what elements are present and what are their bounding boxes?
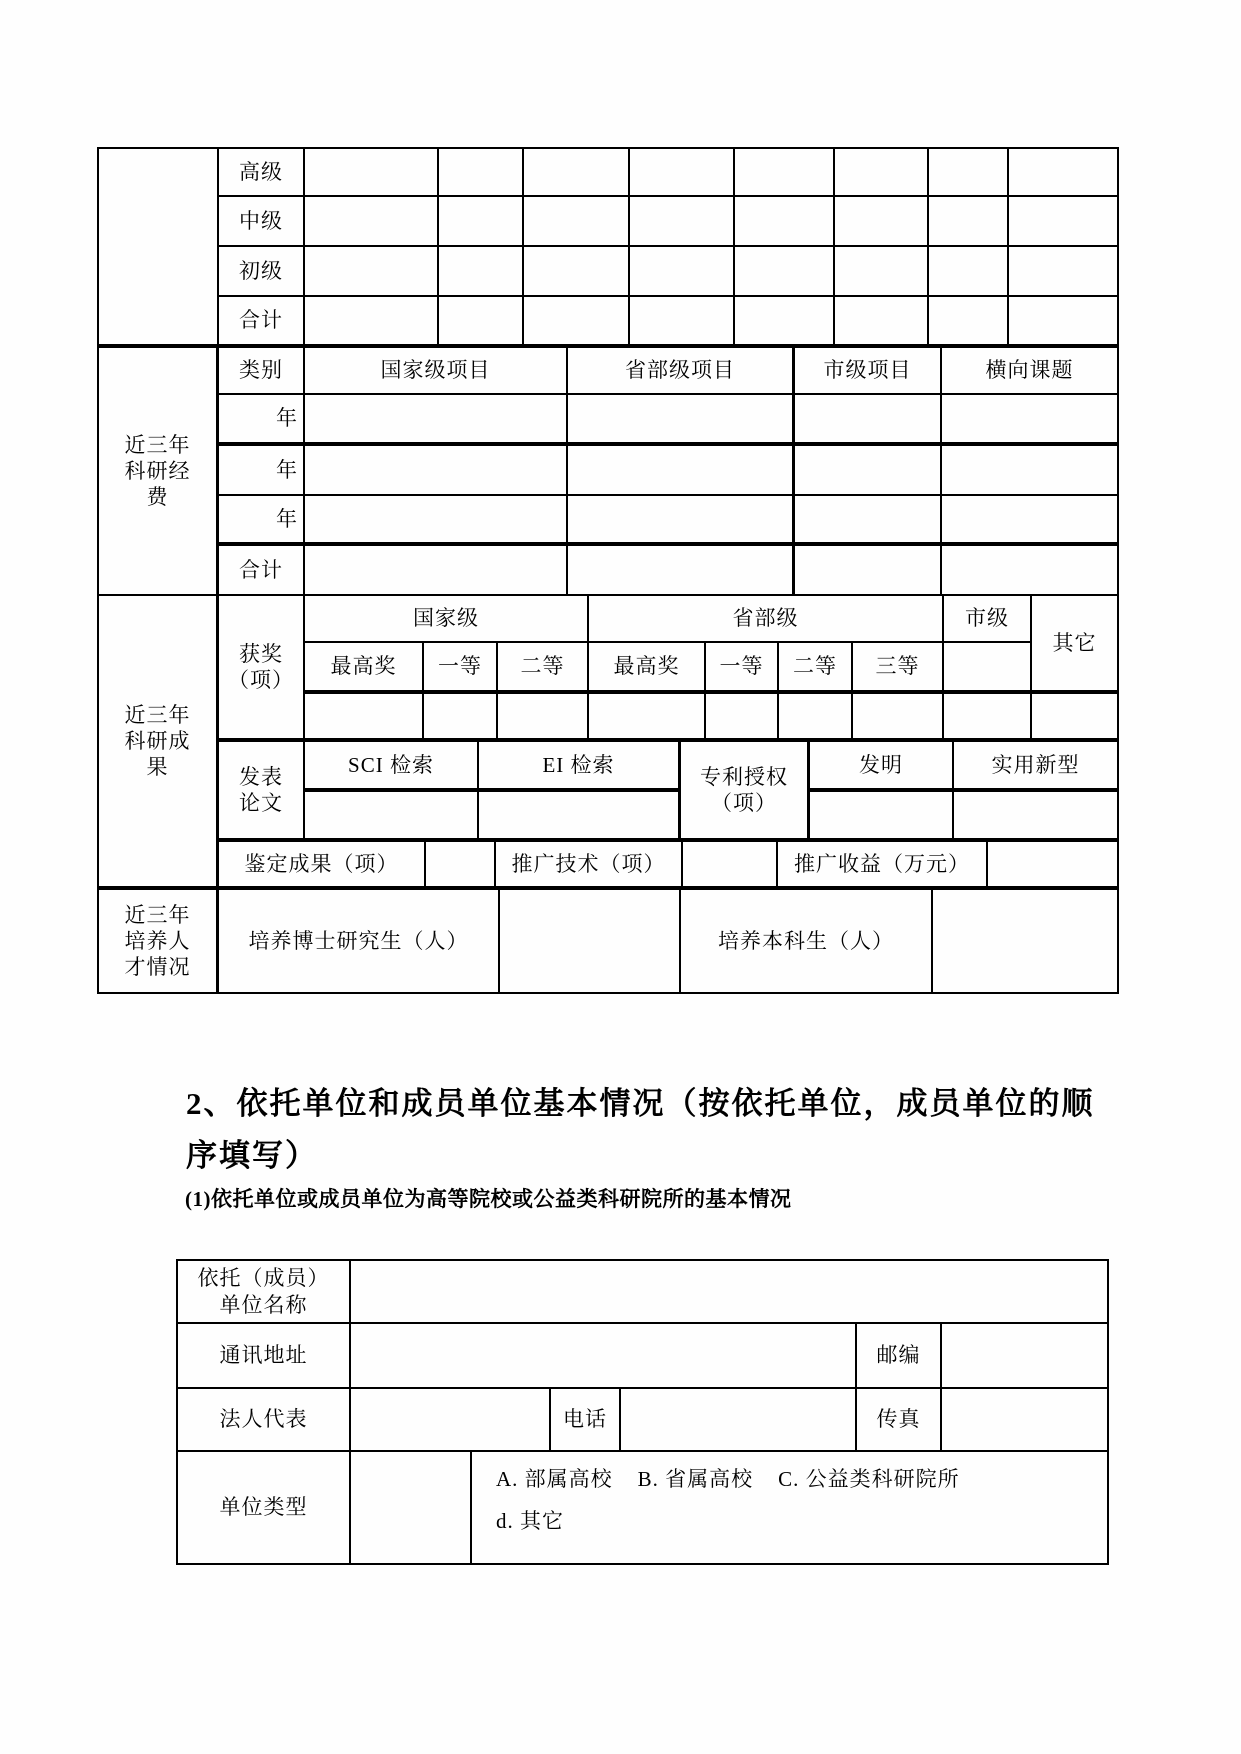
phone-label: 电话 <box>551 1389 621 1452</box>
unit-type-value-cell <box>351 1452 472 1565</box>
blank-cell <box>944 643 1032 694</box>
blank-cell <box>835 297 929 348</box>
blank-cell <box>929 247 1009 297</box>
award-level-provincial: 省部级 <box>589 596 944 643</box>
talent-section-label: 近三年 培养人 才情况 <box>99 890 219 994</box>
blank-cell <box>942 395 1119 446</box>
blank-cell <box>795 546 942 596</box>
staff-row-label: 中级 <box>219 197 305 247</box>
award-level-other: 其它 <box>1032 596 1119 694</box>
blank-cell <box>835 247 929 297</box>
blank-cell <box>630 149 735 197</box>
funding-category-header: 类别 <box>219 348 305 395</box>
patent-header: 专利授权 （项） <box>681 742 810 842</box>
unit-type-options-line1: A. 部属高校 B. 省属高校 C. 公益类科研院所 <box>496 1467 960 1491</box>
blank-cell <box>305 546 568 596</box>
blank-cell <box>735 149 835 197</box>
funding-col-header-municipal: 市级项目 <box>795 348 942 395</box>
unit-info-table <box>176 1259 1109 1565</box>
staff-section-spanner-cell <box>99 149 219 348</box>
unit-type-options-cell <box>472 1452 1109 1565</box>
blank-cell <box>1009 297 1119 348</box>
funding-section-label: 近三年 科研经 费 <box>99 348 219 596</box>
staff-row-label: 初级 <box>219 247 305 297</box>
blank-cell <box>568 446 795 496</box>
blank-cell <box>735 247 835 297</box>
blank-cell <box>305 197 439 247</box>
blank-cell <box>589 694 706 742</box>
award-grade-header: 三等 <box>853 643 944 694</box>
blank-cell <box>795 395 942 446</box>
section2-subheading: (1)依托单位或成员单位为高等院校或公益类科研院所的基本情况 <box>185 1187 792 1211</box>
staff-row-label: 合计 <box>219 297 305 348</box>
funding-col-header-lateral: 横向课题 <box>942 348 1119 395</box>
statistics-table <box>97 147 1119 994</box>
blank-cell <box>942 496 1119 546</box>
blank-cell <box>630 247 735 297</box>
blank-cell <box>835 197 929 247</box>
blank-cell <box>735 297 835 348</box>
section2-heading-line2: 序填写） <box>186 1138 318 1173</box>
legal-rep-value-cell <box>351 1389 551 1452</box>
appraisal-label: 鉴定成果（项） <box>219 842 426 890</box>
blank-cell <box>439 247 524 297</box>
funding-year-row-label: 年 <box>219 446 305 496</box>
awards-row-label: 获奖 （项） <box>219 596 305 742</box>
funding-col-header-provincial: 省部级项目 <box>568 348 795 395</box>
address-label: 通讯地址 <box>178 1324 351 1389</box>
blank-cell <box>305 694 424 742</box>
award-grade-header: 二等 <box>779 643 853 694</box>
funding-year-row-label: 年 <box>219 496 305 546</box>
blank-cell <box>305 792 479 842</box>
blank-cell <box>439 149 524 197</box>
blank-cell <box>933 890 1119 994</box>
papers-row-label: 发表 论文 <box>219 742 305 842</box>
award-grade-header: 二等 <box>498 643 589 694</box>
phone-value-cell <box>621 1389 857 1452</box>
blank-cell <box>810 792 954 842</box>
unit-name-value-cell <box>351 1261 1109 1324</box>
blank-cell <box>795 446 942 496</box>
award-grade-header: 一等 <box>424 643 498 694</box>
address-value-cell <box>351 1324 857 1389</box>
fax-value-cell <box>942 1389 1109 1452</box>
blank-cell <box>929 297 1009 348</box>
blank-cell <box>735 197 835 247</box>
blank-cell <box>568 395 795 446</box>
staff-row-label: 高级 <box>219 149 305 197</box>
blank-cell <box>630 197 735 247</box>
patent-utility-header: 实用新型 <box>954 742 1119 792</box>
blank-cell <box>305 496 568 546</box>
blank-cell <box>929 149 1009 197</box>
blank-cell <box>426 842 496 890</box>
award-level-national: 国家级 <box>305 596 589 643</box>
blank-cell <box>500 890 681 994</box>
blank-cell <box>1009 197 1119 247</box>
blank-cell <box>706 694 779 742</box>
papers-sci-header: SCI 检索 <box>305 742 479 792</box>
funding-total-row-label: 合计 <box>219 546 305 596</box>
papers-ei-header: EI 检索 <box>479 742 681 792</box>
unit-type-options-line2: d. 其它 <box>496 1509 564 1534</box>
section2-heading-line1: 2、依托单位和成员单位基本情况（按依托单位，成员单位的顺 <box>186 1086 1095 1121</box>
blank-cell <box>305 247 439 297</box>
blank-cell <box>944 694 1032 742</box>
blank-cell <box>305 395 568 446</box>
unit-type-label: 单位类型 <box>178 1452 351 1565</box>
blank-cell <box>929 197 1009 247</box>
blank-cell <box>1009 149 1119 197</box>
blank-cell <box>942 446 1119 496</box>
postcode-label: 邮编 <box>857 1324 942 1389</box>
funding-col-header-national: 国家级项目 <box>305 348 568 395</box>
fax-label: 传真 <box>857 1389 942 1452</box>
award-level-municipal: 市级 <box>944 596 1032 643</box>
blank-cell <box>568 496 795 546</box>
blank-cell <box>305 446 568 496</box>
blank-cell <box>942 546 1119 596</box>
blank-cell <box>683 842 778 890</box>
patent-invention-header: 发明 <box>810 742 954 792</box>
blank-cell <box>1009 247 1119 297</box>
blank-cell <box>988 842 1119 890</box>
blank-cell <box>524 197 630 247</box>
blank-cell <box>1032 694 1119 742</box>
blank-cell <box>479 792 681 842</box>
blank-cell <box>835 149 929 197</box>
blank-cell <box>853 694 944 742</box>
blank-cell <box>954 792 1119 842</box>
blank-cell <box>779 694 853 742</box>
postcode-value-cell <box>942 1324 1109 1389</box>
blank-cell <box>305 149 439 197</box>
unit-name-label: 依托（成员） 单位名称 <box>178 1261 351 1324</box>
income-label: 推广收益（万元） <box>778 842 988 890</box>
achievements-section-label: 近三年 科研成 果 <box>99 596 219 890</box>
blank-cell <box>568 546 795 596</box>
legal-rep-label: 法人代表 <box>178 1389 351 1452</box>
promotion-label: 推广技术（项） <box>496 842 683 890</box>
blank-cell <box>524 149 630 197</box>
talent-doctoral-label: 培养博士研究生（人） <box>219 890 500 994</box>
blank-cell <box>524 247 630 297</box>
blank-cell <box>439 297 524 348</box>
blank-cell <box>424 694 498 742</box>
talent-undergraduate-label: 培养本科生（人） <box>681 890 933 994</box>
award-grade-header: 最高奖 <box>305 643 424 694</box>
blank-cell <box>795 496 942 546</box>
award-grade-header: 一等 <box>706 643 779 694</box>
blank-cell <box>524 297 630 348</box>
blank-cell <box>439 197 524 247</box>
blank-cell <box>498 694 589 742</box>
blank-cell <box>630 297 735 348</box>
funding-year-row-label: 年 <box>219 395 305 446</box>
blank-cell <box>305 297 439 348</box>
award-grade-header: 最高奖 <box>589 643 706 694</box>
